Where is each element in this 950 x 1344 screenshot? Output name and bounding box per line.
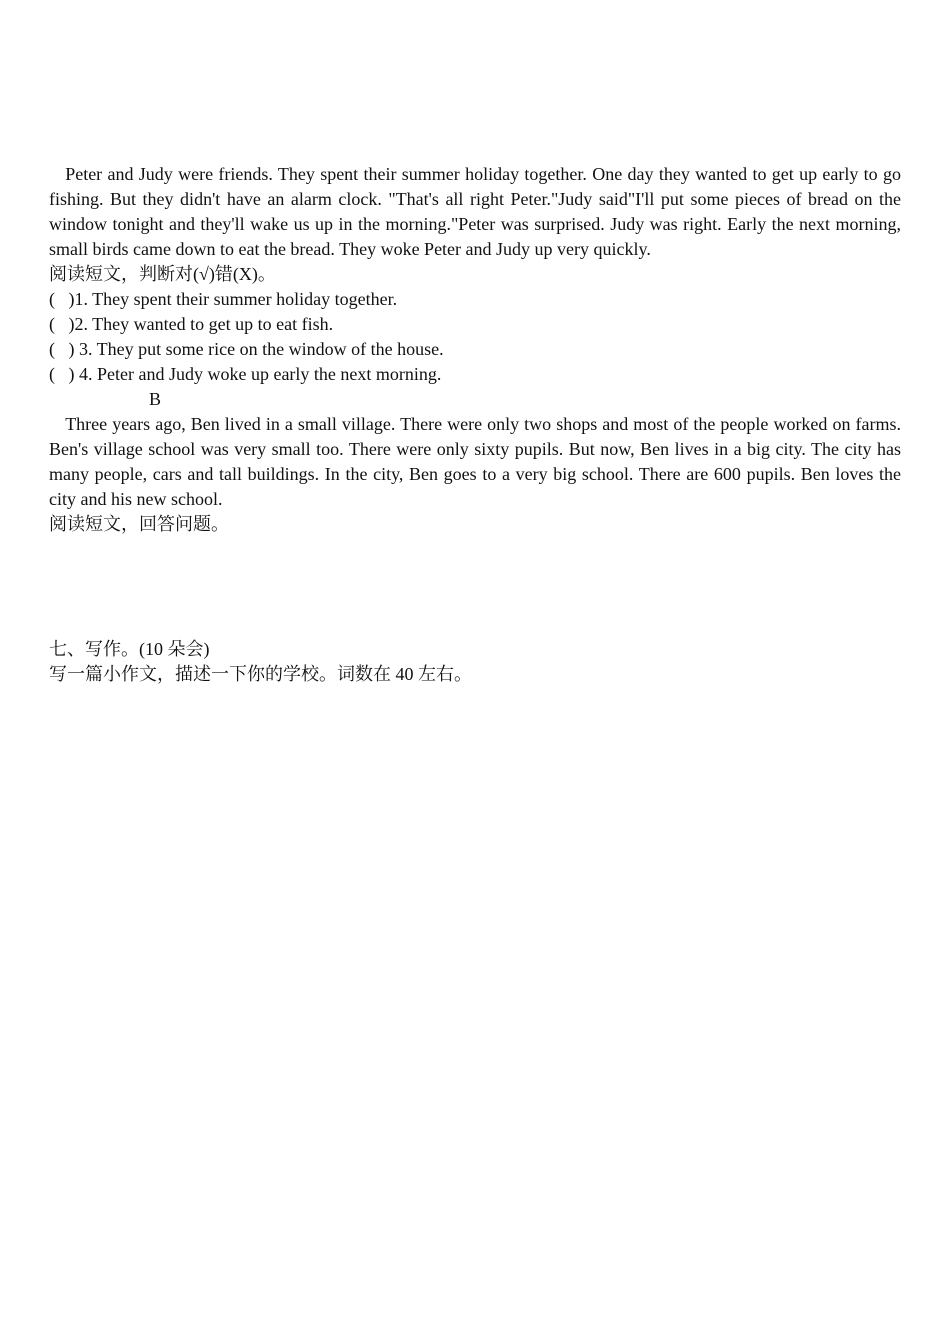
section6-heading-row <box>49 137 901 162</box>
question-item <box>49 562 901 587</box>
section7-heading: 七、写作。(10 朵会) <box>49 639 210 659</box>
reorder-item <box>49 87 901 112</box>
reorder-item <box>49 112 901 137</box>
worksheet-page <box>49 62 901 687</box>
question-item <box>49 587 901 612</box>
passage-a: Peter and Judy were friends. They spent their summer holiday together. One day they wanted to get up early to go fishing. But they didn't have an alarm clock. "That's all right Peter."Judy said"I'll put some pieces of bread on the window tonight and they'll wake us up in the morning."Peter was surprised. Judy was right. Early the next morning, small birds came down to eat the bread. They woke Peter and Judy up very quickly. <box>49 164 901 259</box>
section7-instruction: 写一篇小作文，描述一下你的学校。词数在 40 左右。 <box>49 664 472 684</box>
passage-b: Three years ago, Ben lived in a small village. There were only two shops and most of the people worked on farms. Ben's village school was very small too. There were only sixty pupils. But now, Ben lives in a big city. The city has many people, cars and tall buildings. In the city, Ben goes to a very big school. There are 600 pupils. Ben loves the city and his new school. <box>49 414 901 509</box>
reorder-item <box>49 62 901 87</box>
tf-item: ( )1. They spent their summer holiday together. <box>49 289 398 309</box>
instruction-a: 阅读短文，判断对(√)错(X)。 <box>49 264 276 284</box>
tf-item: ( )2. They wanted to get up to eat fish. <box>49 314 334 334</box>
question-item <box>49 612 901 637</box>
instruction-b: 阅读短文，回答问题。 <box>49 514 229 534</box>
part-b-label: B <box>149 389 162 409</box>
tf-item: ( ) 3. They put some rice on the window of the house. <box>49 339 444 359</box>
tf-item: ( ) 4. Peter and Judy woke up early the next morning. <box>49 364 442 384</box>
question-item <box>49 537 901 562</box>
